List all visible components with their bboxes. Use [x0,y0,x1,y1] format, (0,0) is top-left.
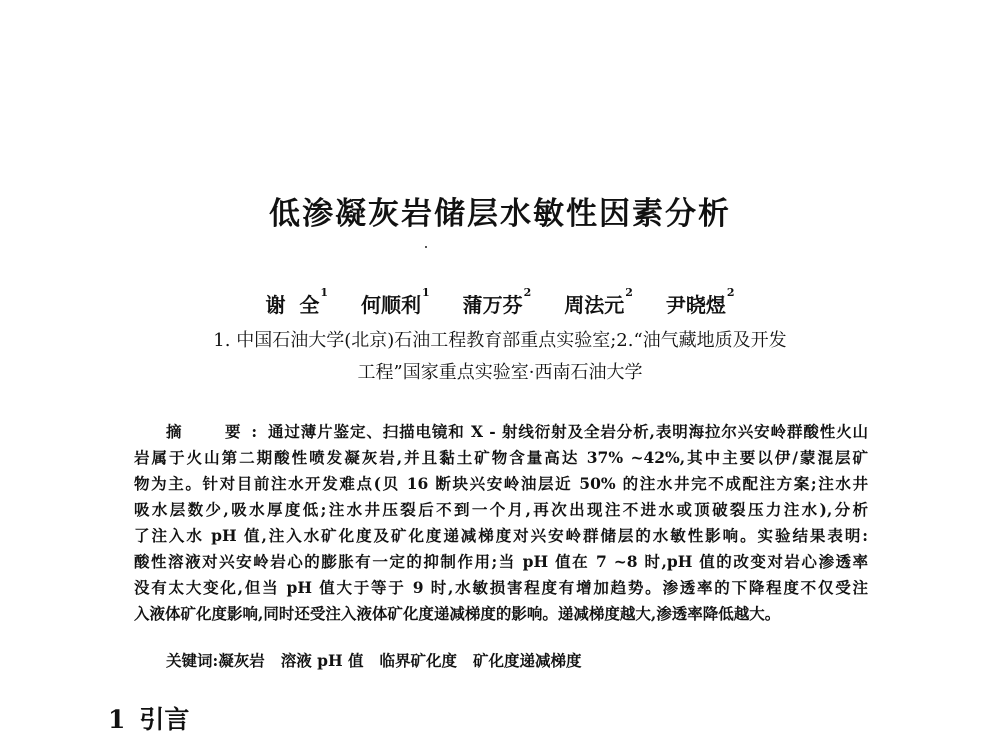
abstract-line: 酸性溶液对兴安岭岩心的膨胀有一定的抑制作用;当 pH 值在 7 ~8 时,pH 值的改变对岩心渗透率 [134,552,868,571]
author [361,286,430,318]
author-affiliation-mark: 1 [422,286,430,299]
section-heading [108,700,189,736]
abstract [134,419,868,627]
keyword: 溶液 pH 值 [280,651,364,670]
author-list [0,286,1000,318]
author-name: 周法元 [564,293,625,317]
keyword: 凝灰岩 [218,651,265,670]
keyword: 矿化度递减梯度 [473,651,582,670]
keywords-label: 关键词: [166,651,219,670]
author-affiliation-mark: 2 [523,286,532,299]
abstract-line: 入液体矿化度影响,同时还受注入液体矿化度递减梯度的影响。递减梯度越大,渗透率降低越大。 [134,604,781,623]
author-affiliation-mark: 2 [726,286,735,299]
author-name: 何顺利 [361,293,422,317]
section-number: 1 [108,705,126,734]
abstract-line: 了注入水 pH 值,注入水矿化度及矿化度递减梯度对兴安岭群储层的水敏性影响。实验结果表明: [134,526,868,545]
author-name: 尹晓煜 [665,293,726,317]
keyword: 临界矿化度 [379,651,458,670]
paper-title: 低渗凝灰岩储层水敏性因素分析 [269,196,731,232]
author [265,286,329,318]
abstract-line: 吸水层数少,吸水厚度低;注水井压裂后不到一个月,再次出现注不进水或顶破裂压力注水),分析 [134,500,868,519]
abstract-line: 摘 要:通过薄片鉴定、扫描电镜和 X - 射线衍射及全岩分析,表明海拉尔兴安岭群酸性火山 [166,422,869,441]
affiliation-line-1: 1. 中国石油大学(北京)石油工程教育部重点实验室;2.“油气藏地质及开发 [213,330,787,351]
abstract-line: 岩属于火山第二期酸性喷发凝灰岩,并且黏土矿物含量高达 37% ~42%,其中主要以伊/蒙混层矿 [134,448,868,467]
keywords [166,649,598,671]
author-name: 蒲万芬 [462,293,523,317]
author-affiliation-mark: 1 [320,286,329,299]
scan-dot [425,246,427,248]
author-affiliation-mark: 2 [625,286,633,299]
author [665,286,735,318]
abstract-label: 摘 要: [166,422,268,441]
section-title: 引言 [139,705,190,734]
author-name: 谢 全 [265,293,320,317]
abstract-line: 物为主。针对目前注水开发难点(贝 16 断块兴安岭油层近 50% 的注水井完不成配注方案;注水井 [134,474,868,493]
author [462,286,532,318]
abstract-line: 没有太大变化,但当 pH 值大于等于 9 时,水敏损害程度有增加趋势。渗透率的下降程度不仅受注 [134,578,868,597]
author [564,286,633,318]
affiliation-line-2: 工程”国家重点实验室·西南石油大学 [357,362,643,383]
